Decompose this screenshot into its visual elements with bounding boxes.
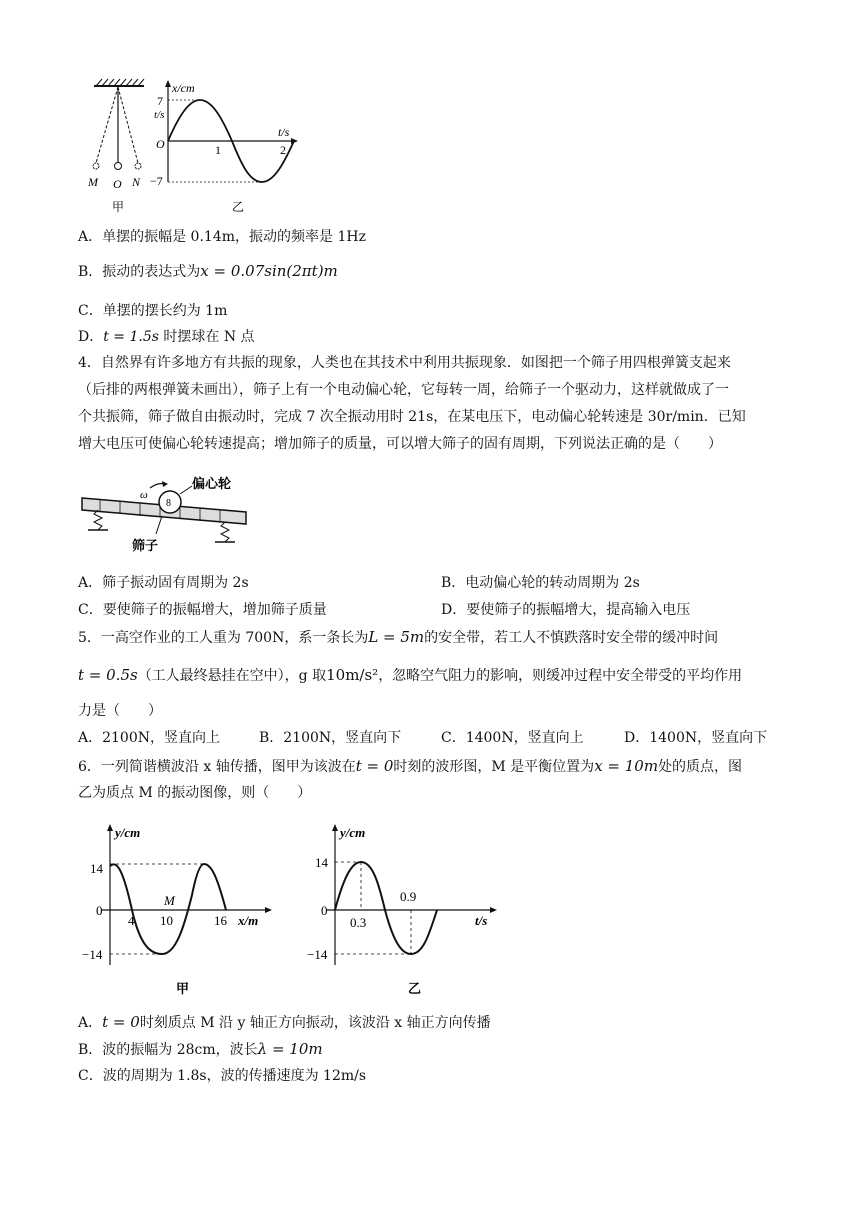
q3-option-d-text: 时摆球在 N 点 (158, 329, 255, 345)
q4-option-b: B．电动偏心轮的转动周期为 2s (441, 575, 640, 591)
q5-stem-line-1 (78, 627, 718, 648)
q3-option-d (78, 327, 255, 347)
vib-yn14: −14 (307, 947, 328, 962)
q5-line2-text-end: ，忽略空气阻力的影响，则缓冲过程中安全带受的平均作用 (378, 668, 743, 684)
fig-label-jia: 甲 (112, 200, 125, 214)
label-n: N (132, 175, 141, 189)
q6-line1-text-mid: 时刻的波形图，M 是平衡位置为 (393, 759, 595, 775)
q4-stem-line-1: 4．自然界有许多地方有共振的现象，人类也在其技术中利用共振现象．如图把一个筛子用四根弹簧支起来 (78, 355, 731, 371)
q5-line2-text: （工人最终悬挂在空中），g 取 (137, 668, 327, 684)
wheel-label: 偏心轮 (192, 476, 232, 491)
wave-zero: 0 (96, 903, 103, 918)
q5-line2-formula: t = 0.5s (78, 666, 138, 684)
q4-stem-line-4: 增大电压可使偏心轮转速提高；增加筛子的质量，可以增大筛子的固有周期，下列说法正确的是（ ） (78, 436, 722, 452)
wave-x4: 4 (128, 913, 135, 928)
graph-y-bot: −7 (150, 174, 163, 188)
q6-line1-formula: t = 0 (355, 757, 394, 775)
q5-option-d: D．1400N，竖直向下 (624, 730, 768, 746)
q3-option-b-formula: x = 0.07sin(2πt)m (200, 262, 338, 280)
q3-option-b (78, 261, 338, 282)
q4-option-a: A．筛子振动固有周期为 2s (78, 575, 249, 591)
resonance-sieve-figure (80, 472, 255, 564)
q3-option-d-prefix: D． (78, 329, 104, 345)
wave-graph-jia (80, 815, 280, 1000)
q6-option-a-prefix: A． (78, 1015, 103, 1031)
q4-stem-line-2: （后排的两根弹簧未画出），筛子上有一个电动偏心轮，它每转一周，给筛子一个驱动力，这样就做成了一 (78, 382, 729, 398)
q6-line1-text: 6．一列简谐横波沿 x 轴传播，图甲为该波在 (78, 759, 356, 775)
q5-line1-formula: L = 5m (368, 628, 425, 646)
q6-line1-text-end: 处的质点，图 (658, 759, 743, 775)
wave-m: M (164, 893, 175, 908)
wave-yn14: −14 (82, 947, 103, 962)
vib-t09: 0.9 (400, 889, 417, 904)
wave-x10: 10 (160, 913, 173, 928)
q4-stem-line-3: 个共振筛，筛子做自由振动时，完成 7 次全振动用时 21s，在某电压下，电动偏心轮转速是 30r/min．已知 (78, 409, 746, 425)
sieve-label: 筛子 (132, 538, 159, 553)
omega-label: ω (140, 489, 148, 501)
q6-stem-line-1 (78, 756, 742, 777)
q4-option-c: C．要使筛子的振幅增大，增加筛子质量 (78, 602, 327, 618)
q5-stem-line-2 (78, 665, 742, 686)
wave-ylabel: y/cm (115, 825, 141, 840)
q6-stem-line-2: 乙为质点 M 的振动图像，则（ ） (78, 785, 312, 801)
vib-y14: 14 (315, 855, 328, 870)
wave-y14: 14 (90, 861, 103, 876)
q3-option-d-formula: t = 1.5s (103, 329, 159, 345)
q5-option-c: C．1400N，竖直向上 (441, 730, 584, 746)
vib-ylabel: y/cm (340, 825, 366, 840)
vib-t03: 0.3 (350, 915, 367, 930)
q4-option-d: D．要使筛子的振幅增大，提高输入电压 (441, 602, 691, 618)
vibration-graph-yi (305, 815, 505, 1000)
vib-fig-label-yi: 乙 (408, 981, 422, 996)
label-m: M (88, 175, 98, 189)
pendulum-vibration-graph (150, 78, 300, 218)
q6-option-c: C．波的周期为 1.8s，波的传播速度为 12m/s (78, 1068, 367, 1084)
q6-option-a (78, 1012, 491, 1033)
q3-option-a: A．单摆的振幅是 0.14m，振动的频率是 1Hz (78, 229, 366, 245)
graph-xlabel: t/s (278, 125, 290, 139)
wave-fig-label-jia: 甲 (176, 981, 190, 996)
q5-line1-text-end: 的安全带，若工人不慎跌落时安全带的缓冲时间 (424, 630, 719, 646)
graph-origin: O (156, 137, 165, 151)
q6-option-b-formula: λ = 10m (257, 1040, 323, 1058)
wave-xlabel: x/m (238, 913, 259, 928)
graph-t-label-small: t/s (154, 109, 165, 121)
fig-label-yi: 乙 (232, 200, 245, 214)
q5-line2-formula-g: 10m/s² (326, 666, 379, 684)
label-o: O (113, 177, 122, 191)
q5-option-b: B．2100N，竖直向下 (259, 730, 402, 746)
q6-line1-formula-x: x = 10m (594, 757, 659, 775)
graph-ylabel: x/cm (172, 81, 195, 95)
vib-zero: 0 (321, 903, 328, 918)
q6-option-b (78, 1039, 323, 1060)
graph-y-top: 7 (157, 94, 163, 108)
graph-t1: 1 (215, 143, 221, 157)
q3-option-c: C．单摆的摆长约为 1m (78, 303, 228, 319)
q3-option-b-text: B．振动的表达式为 (78, 264, 201, 280)
wave-x16: 16 (214, 913, 227, 928)
q5-stem-line-3: 力是（ ） (78, 703, 162, 719)
q6-option-b-text: B．波的振幅为 28cm，波长 (78, 1042, 258, 1058)
vib-xlabel: t/s (475, 913, 488, 928)
graph-t2: 2 (280, 143, 286, 157)
wheel-center-mark: 8 (166, 498, 171, 509)
q6-option-a-text: 时刻质点 M 沿 y 轴正方向振动，该波沿 x 轴正方向传播 (139, 1015, 491, 1031)
q6-option-a-formula: t = 0 (102, 1013, 140, 1031)
q5-line1-text: 5．一高空作业的工人重为 700N，系一条长为 (78, 630, 369, 646)
q5-option-a: A．2100N，竖直向上 (78, 730, 220, 746)
